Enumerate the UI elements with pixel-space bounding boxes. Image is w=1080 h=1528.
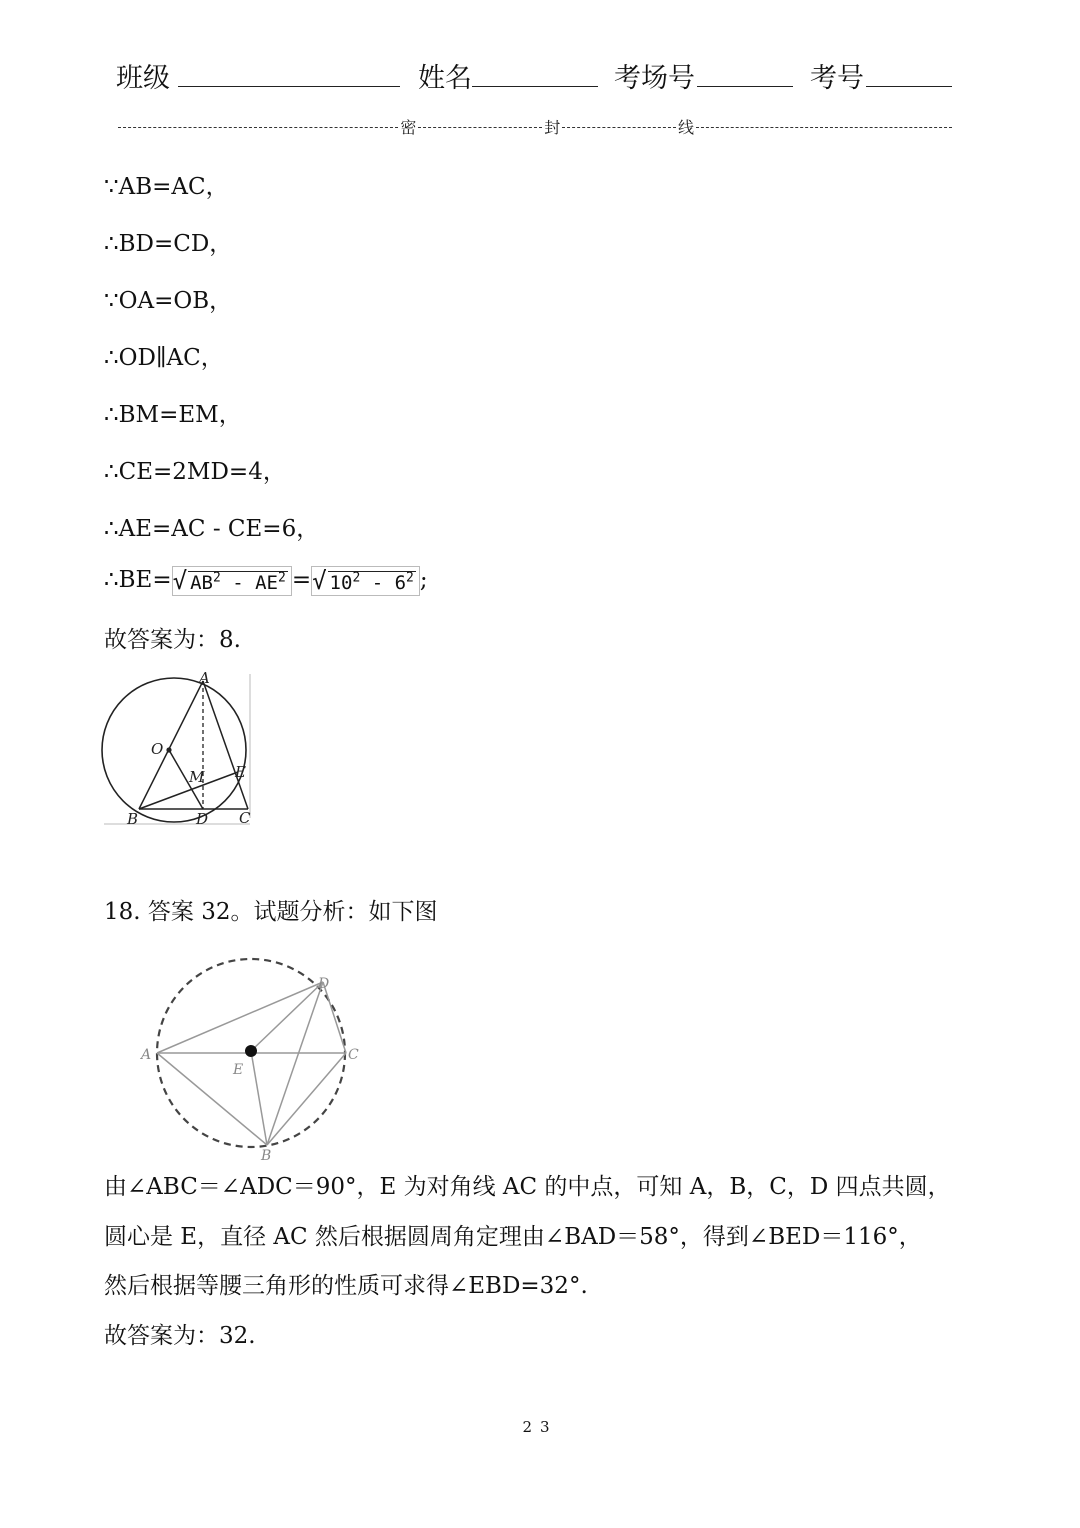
label-m: M (189, 768, 205, 786)
seal-char-feng: 封 (544, 117, 561, 137)
q18-heading: 18. 答案 32。试题分析：如下图 (104, 899, 438, 925)
label-b: B (261, 1148, 272, 1164)
class-blank (178, 86, 400, 87)
label-a: A (141, 1047, 152, 1063)
label-c: C (239, 809, 251, 827)
segment-dc (323, 982, 346, 1053)
segment-eb (251, 1051, 267, 1145)
segment-cb (267, 1053, 346, 1145)
name-blank (472, 86, 598, 87)
segment-ed (251, 982, 323, 1051)
q18-paragraph-2: 圆心是 E，直径 AC 然后根据圆周角定理由∠BAD＝58°，得到∠BED＝116°， (104, 1224, 922, 1250)
name-label: 姓名 (418, 63, 472, 94)
step-line: ∴AE=AC - CE=6， (104, 516, 320, 542)
room-blank (697, 86, 793, 87)
step-line: ∴CE=2MD=4， (104, 459, 286, 485)
room-label: 考场号 (614, 63, 695, 94)
exam-header (0, 50, 1080, 100)
sqrt-expression-1: √ $AB^2 - AE^2$ (172, 566, 292, 596)
seal-line (118, 114, 952, 138)
page-number: 23 (522, 1418, 558, 1436)
label-o: O (151, 740, 164, 758)
answer-17: 故答案为：8. (104, 627, 241, 653)
segment-ab (157, 1053, 267, 1145)
center-point-e (245, 1045, 257, 1057)
segment-ad (157, 982, 323, 1053)
answer-18: 故答案为：32. (104, 1323, 256, 1349)
step-line: ∴BD=CD， (104, 231, 233, 257)
exam-no-label: 考号 (810, 63, 864, 94)
exam-no-blank (866, 86, 952, 87)
seal-char-xian: 线 (678, 117, 695, 137)
center-point-o (166, 747, 171, 752)
geometry-figure-1 (100, 668, 260, 830)
sqrt-expression-2: √ $10^2 - 6^2$ (311, 566, 420, 596)
step-line: ∴BM=EM， (104, 402, 242, 428)
step-line: ∴OD∥AC， (104, 345, 224, 371)
seal-char-mi: 密 (400, 117, 417, 137)
geometry-figure-2 (135, 950, 370, 1165)
label-a: A (199, 669, 210, 687)
label-b: B (127, 810, 139, 828)
step-line: ∵OA=OB， (104, 288, 233, 314)
segment-db (267, 982, 323, 1145)
class-label: 班级 (116, 63, 170, 94)
q18-paragraph-1: 由∠ABC＝∠ADC＝90°，E 为对角线 AC 的中点，可知 A，B，C，D 四点共圆， (104, 1174, 951, 1200)
label-e: E (233, 1062, 244, 1078)
step-line: ∵AB=AC， (104, 174, 229, 200)
label-e: E (235, 763, 246, 781)
be-formula: ∴BE=√ $AB^2 - AE^2$ =√ $10^2 - 6^2$ ; (104, 567, 428, 595)
q18-paragraph-3: 然后根据等腰三角形的性质可求得∠EBD=32°. (104, 1273, 588, 1299)
label-d: D (318, 976, 330, 992)
label-c: C (348, 1047, 359, 1063)
label-d: D (196, 810, 209, 828)
